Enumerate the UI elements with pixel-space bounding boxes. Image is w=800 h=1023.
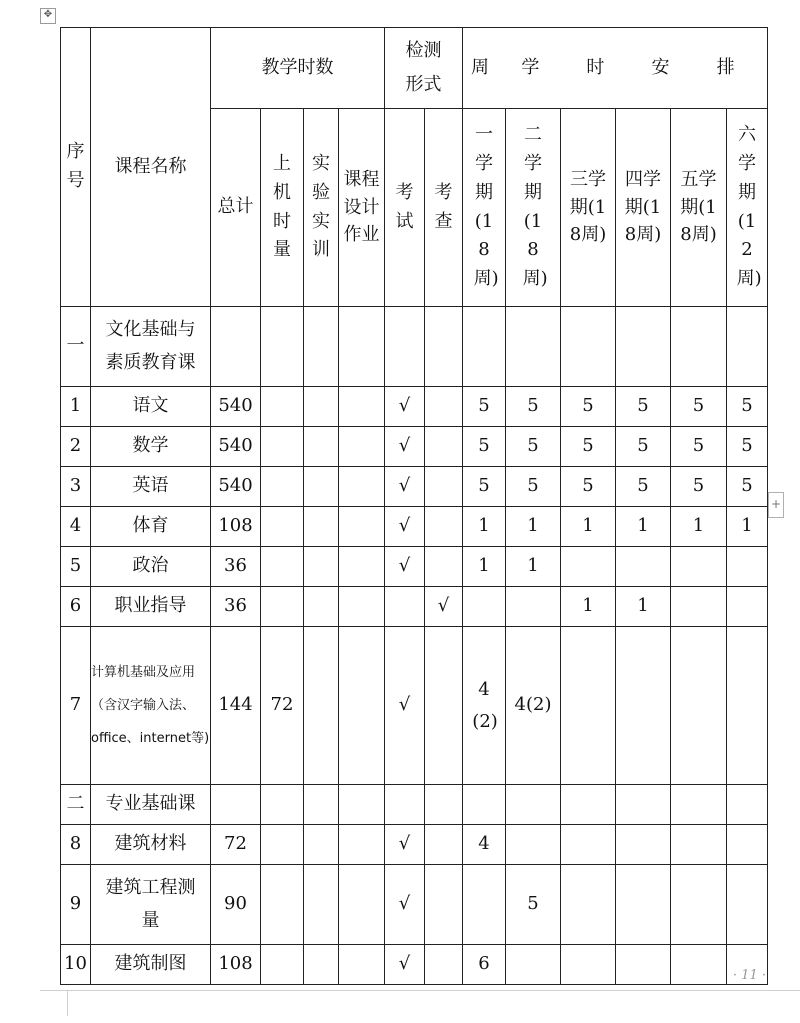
header-term-5: 五学期(18周)	[671, 109, 727, 307]
header-lab-hours: 上机时量	[261, 109, 304, 307]
section-row	[61, 785, 768, 825]
row-term-1	[463, 865, 506, 945]
header-exam: 考试	[385, 109, 425, 307]
row-exam: √	[385, 627, 425, 785]
row-term-1: 4(2)	[463, 627, 506, 785]
row-name: 建筑材料	[91, 825, 211, 865]
row-check	[425, 825, 463, 865]
header-term-6: 六学期(12周)	[727, 109, 768, 307]
row-term-4: 5	[616, 427, 671, 467]
row-check	[425, 547, 463, 587]
table-row	[61, 945, 768, 985]
header-total: 总计	[211, 109, 261, 307]
row-design	[339, 427, 385, 467]
row-term-4: 5	[616, 467, 671, 507]
row-seq: 3	[61, 467, 91, 507]
row-term-4	[616, 865, 671, 945]
row-term-3	[561, 945, 616, 985]
row-name: 数学	[91, 427, 211, 467]
row-term-1: 5	[463, 387, 506, 427]
row-lab	[261, 865, 304, 945]
table-row	[61, 427, 768, 467]
row-seq: 9	[61, 865, 91, 945]
row-name: 英语	[91, 467, 211, 507]
row-exam: √	[385, 467, 425, 507]
row-term-5	[671, 945, 727, 985]
row-term-2: 1	[506, 547, 561, 587]
row-design	[339, 507, 385, 547]
row-seq: 二	[61, 785, 91, 825]
row-term-6: 1	[727, 507, 768, 547]
row-name: 政治	[91, 547, 211, 587]
row-term-5	[671, 627, 727, 785]
row-name: 文化基础与素质教育课	[91, 307, 211, 387]
row-term-6	[727, 825, 768, 865]
row-lab	[261, 945, 304, 985]
row-check	[425, 865, 463, 945]
header-teaching-hours: 教学时数	[211, 28, 385, 109]
row-term-2	[506, 945, 561, 985]
row-term-2: 5	[506, 865, 561, 945]
header-design: 课程设计作业	[339, 109, 385, 307]
row-practice	[304, 387, 339, 427]
row-term-1: 4	[463, 825, 506, 865]
row-practice	[304, 825, 339, 865]
row-term-1	[463, 587, 506, 627]
row-practice	[304, 587, 339, 627]
header-term-4: 四学期(18周)	[616, 109, 671, 307]
row-total: 36	[211, 587, 261, 627]
row-term-4	[616, 945, 671, 985]
add-row-icon[interactable]: +	[768, 492, 784, 518]
row-total: 108	[211, 945, 261, 985]
row-lab	[261, 387, 304, 427]
row-term-4	[616, 627, 671, 785]
row-seq: 一	[61, 307, 91, 387]
row-design	[339, 825, 385, 865]
row-check	[425, 945, 463, 985]
table-row	[61, 627, 768, 785]
section-row	[61, 307, 768, 387]
row-name: 职业指导	[91, 587, 211, 627]
row-practice	[304, 427, 339, 467]
row-total: 144	[211, 627, 261, 785]
table-row	[61, 865, 768, 945]
row-term-3: 1	[561, 507, 616, 547]
row-lab	[261, 507, 304, 547]
row-term-1: 5	[463, 427, 506, 467]
header-row-1	[61, 28, 768, 109]
row-check	[425, 627, 463, 785]
header-term-3: 三学期(18周)	[561, 109, 616, 307]
row-total: 540	[211, 427, 261, 467]
row-design	[339, 467, 385, 507]
row-seq: 6	[61, 587, 91, 627]
row-seq: 10	[61, 945, 91, 985]
row-seq: 2	[61, 427, 91, 467]
row-term-1: 6	[463, 945, 506, 985]
table-move-handle-icon[interactable]: ✥	[40, 8, 56, 24]
row-seq: 4	[61, 507, 91, 547]
row-term-4: 1	[616, 507, 671, 547]
row-total: 36	[211, 547, 261, 587]
header-weekly-schedule: 周 学 时 安 排	[463, 28, 768, 109]
row-exam: √	[385, 507, 425, 547]
header-test-form: 检测形式	[385, 28, 463, 109]
table-row	[61, 587, 768, 627]
row-term-6: 5	[727, 427, 768, 467]
row-total: 540	[211, 467, 261, 507]
table-row	[61, 467, 768, 507]
row-total: 540	[211, 387, 261, 427]
row-term-2: 5	[506, 467, 561, 507]
row-exam: √	[385, 865, 425, 945]
row-seq: 1	[61, 387, 91, 427]
table-row	[61, 507, 768, 547]
row-name: 体育	[91, 507, 211, 547]
row-term-6: 5	[727, 387, 768, 427]
row-term-3	[561, 547, 616, 587]
page-footer	[40, 968, 800, 1023]
row-term-5	[671, 825, 727, 865]
row-term-1: 1	[463, 547, 506, 587]
row-term-4: 5	[616, 387, 671, 427]
row-check	[425, 467, 463, 507]
row-practice	[304, 507, 339, 547]
page-number: · 11 ·	[732, 968, 766, 983]
header-practice: 实验实训	[304, 109, 339, 307]
row-seq: 5	[61, 547, 91, 587]
row-term-1: 5	[463, 467, 506, 507]
row-term-6	[727, 587, 768, 627]
row-practice	[304, 945, 339, 985]
row-term-4: 1	[616, 587, 671, 627]
row-term-3: 5	[561, 427, 616, 467]
row-practice	[304, 547, 339, 587]
row-term-3	[561, 627, 616, 785]
row-name: 语文	[91, 387, 211, 427]
row-term-2: 5	[506, 387, 561, 427]
row-term-1: 1	[463, 507, 506, 547]
course-schedule-table	[60, 27, 768, 985]
row-lab	[261, 825, 304, 865]
row-design	[339, 547, 385, 587]
row-practice	[304, 467, 339, 507]
row-practice	[304, 627, 339, 785]
header-term-2: 二学期(18周)	[506, 109, 561, 307]
footer-divider	[40, 990, 800, 991]
row-total: 108	[211, 507, 261, 547]
row-term-2	[506, 825, 561, 865]
row-term-5	[671, 587, 727, 627]
row-term-6	[727, 547, 768, 587]
row-total: 90	[211, 865, 261, 945]
row-term-5: 5	[671, 427, 727, 467]
row-lab	[261, 547, 304, 587]
table-row	[61, 825, 768, 865]
row-term-5	[671, 547, 727, 587]
row-term-3	[561, 865, 616, 945]
header-check: 考查	[425, 109, 463, 307]
row-check	[425, 427, 463, 467]
row-term-6: 5	[727, 467, 768, 507]
row-name: 专业基础课	[91, 785, 211, 825]
row-seq: 8	[61, 825, 91, 865]
header-term-1: 一学期(18周)	[463, 109, 506, 307]
header-course-name: 课程名称	[91, 28, 211, 307]
row-check	[425, 507, 463, 547]
row-design	[339, 587, 385, 627]
row-seq: 7	[61, 627, 91, 785]
row-term-4	[616, 547, 671, 587]
row-exam: √	[385, 825, 425, 865]
row-term-3	[561, 825, 616, 865]
row-term-3: 5	[561, 387, 616, 427]
row-term-2	[506, 587, 561, 627]
footer-margin-mark	[67, 990, 68, 1016]
row-exam: √	[385, 427, 425, 467]
row-check	[425, 387, 463, 427]
row-name: 建筑制图	[91, 945, 211, 985]
row-lab: 72	[261, 627, 304, 785]
row-term-5: 1	[671, 507, 727, 547]
row-term-6	[727, 627, 768, 785]
row-design	[339, 627, 385, 785]
row-design	[339, 387, 385, 427]
row-term-2: 1	[506, 507, 561, 547]
row-name: 建筑工程测量	[91, 865, 211, 945]
row-term-5: 5	[671, 467, 727, 507]
row-term-2: 4(2)	[506, 627, 561, 785]
row-lab	[261, 587, 304, 627]
row-exam: √	[385, 387, 425, 427]
row-term-3: 5	[561, 467, 616, 507]
row-exam: √	[385, 945, 425, 985]
row-term-2: 5	[506, 427, 561, 467]
row-term-5	[671, 865, 727, 945]
row-term-6	[727, 865, 768, 945]
row-lab	[261, 467, 304, 507]
row-exam	[385, 587, 425, 627]
row-design	[339, 865, 385, 945]
table-row	[61, 387, 768, 427]
row-total: 72	[211, 825, 261, 865]
row-term-5: 5	[671, 387, 727, 427]
row-lab	[261, 427, 304, 467]
row-practice	[304, 865, 339, 945]
row-design	[339, 945, 385, 985]
header-seq: 序号	[61, 28, 91, 307]
table-row	[61, 547, 768, 587]
row-check: √	[425, 587, 463, 627]
row-term-3: 1	[561, 587, 616, 627]
row-name: 计算机基础及应用（含汉字输入法、office、internet等)	[91, 627, 211, 785]
row-exam: √	[385, 547, 425, 587]
row-term-4	[616, 825, 671, 865]
